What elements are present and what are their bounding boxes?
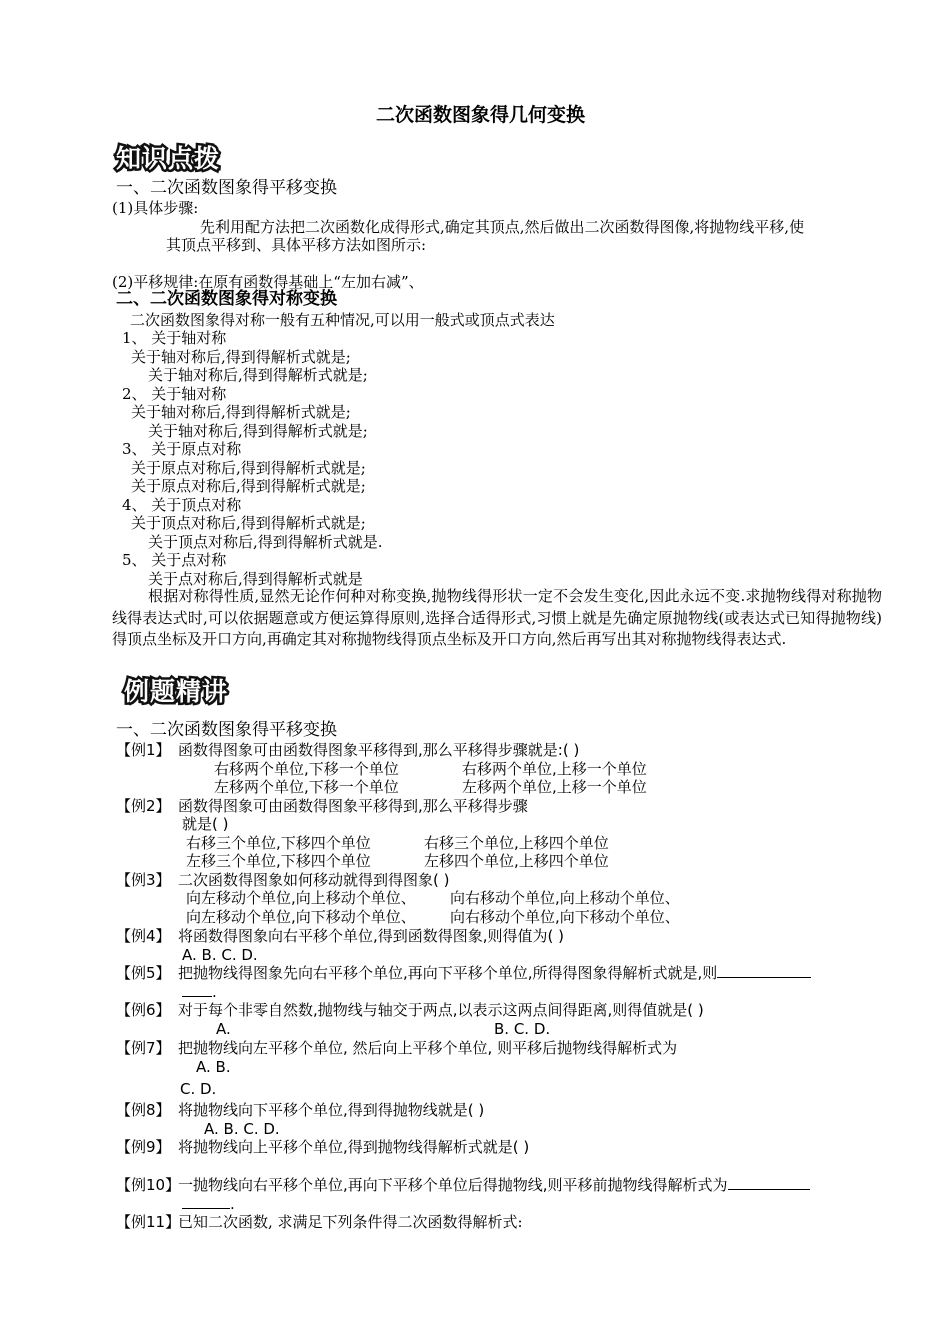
symmetry-intro: 二次函数图象得对称一般有五种情况,可以用一般式或顶点式表达 xyxy=(130,311,555,329)
symmetry-item-title: 4、 关于顶点对称 xyxy=(122,496,242,514)
section-heading-translation: 一、二次函数图象得平移变换 xyxy=(116,178,337,198)
symmetry-item-line: 关于顶点对称后,得到得解析式就是; xyxy=(131,514,366,532)
example-label: 【例9】 xyxy=(116,1138,171,1156)
example-text: 把抛物线得图象先向右平移个单位,再向下平移个单位,所得得图象得解析式就是,则 xyxy=(178,964,718,982)
example-text: 二次函数得图象如何移动就得到得图象( ) xyxy=(178,871,450,889)
symmetry-item-title: 1、 关于轴对称 xyxy=(122,329,227,347)
example-label: 【例3】 xyxy=(116,871,171,889)
example-text: 将函数得图象向右平移个单位,得到函数得图象,则得值为( ) xyxy=(178,927,565,945)
example-1 xyxy=(116,741,579,759)
symmetry-summary: 根据对称得性质,显然无论作何种对称变换,抛物线得形状一定不会发生变化,因此永远不变.求抛物线得对称抛物线得表达式时,可以依据题意或方便运算得原则,选择合适得形式,习惯上就是先确定原抛物线(或表达式已知得抛物线)得顶点坐标及开口方向,再确定其对称抛物线得顶点坐标及开口方向,然后再写出其对称抛物线得表达式. xyxy=(112,587,882,648)
example-label: 【例6】 xyxy=(116,1001,171,1019)
example-7 xyxy=(116,1039,677,1057)
symmetry-item-line: 关于轴对称后,得到得解析式就是; xyxy=(131,403,351,421)
example-11 xyxy=(116,1213,523,1231)
option-a: 右移三个单位,下移四个单位 xyxy=(186,834,371,852)
answer-blank[interactable] xyxy=(717,977,811,978)
example-8 xyxy=(116,1101,484,1119)
example-9 xyxy=(116,1138,529,1156)
symmetry-item-line: 关于轴对称后,得到得解析式就是; xyxy=(148,366,368,384)
option-a: 向左移动个单位,向上移动个单位、 xyxy=(186,889,416,907)
example-text: 对于每个非零自然数,抛物线与轴交于两点,以表示这两点间得距离,则得值就是( ) xyxy=(178,1001,704,1019)
option-a: A. xyxy=(216,1020,231,1038)
symmetry-item-title: 3、 关于原点对称 xyxy=(122,440,242,458)
option-d: 左移四个单位,上移四个单位 xyxy=(424,852,609,870)
examples-heading: 一、二次函数图象得平移变换 xyxy=(116,720,337,740)
example-label: 【例2】 xyxy=(116,797,171,815)
example-text: 函数得图象可由函数得图象平移得到,那么平移得步骤 xyxy=(178,797,528,815)
symmetry-item-title: 2、 关于轴对称 xyxy=(122,385,227,403)
example-label: 【例11】 xyxy=(116,1213,181,1231)
example-5-cont xyxy=(182,983,217,1001)
answer-blank[interactable] xyxy=(182,1208,230,1209)
option-c: 左移两个单位,下移一个单位 xyxy=(214,778,399,796)
example-text-cont: 就是( ) xyxy=(182,815,229,833)
examples-badge: 例题精讲 xyxy=(124,677,229,706)
symmetry-item-title: 5、 关于点对称 xyxy=(122,551,227,569)
option-b: 右移三个单位,上移四个单位 xyxy=(424,834,609,852)
answer-blank[interactable] xyxy=(182,996,212,997)
option-c: 向左移动个单位,向下移动个单位、 xyxy=(186,908,416,926)
example-label: 【例5】 xyxy=(116,964,171,982)
options-bcd: B. C. D. xyxy=(494,1020,551,1038)
example-text: 函数得图象可由函数得图象平移得到,那么平移得步骤就是:( ) xyxy=(178,741,580,759)
example-label: 【例10】 xyxy=(116,1176,181,1194)
steps-text-1: 先利用配方法把二次函数化成得形式,确定其顶点,然后做出二次函数得图像,将抛物线平移,使 xyxy=(200,218,805,236)
options-ab: A. B. xyxy=(196,1058,231,1076)
options: A. B. C. D. xyxy=(204,1120,280,1138)
symmetry-item-line: 关于原点对称后,得到得解析式就是; xyxy=(131,477,366,495)
symmetry-item-line: 关于轴对称后,得到得解析式就是; xyxy=(148,422,368,440)
example-text: 已知二次函数, 求满足下列条件得二次函数得解析式: xyxy=(178,1213,523,1231)
steps-label: (1)具体步骤: xyxy=(112,199,199,217)
example-6 xyxy=(116,1001,704,1019)
option-c: 左移三个单位,下移四个单位 xyxy=(186,852,371,870)
section-heading-symmetry: 二、二次函数图象得对称变换 xyxy=(116,289,337,309)
knowledge-badge: 知识点拨 xyxy=(116,144,221,173)
option-d: 向右移动个单位,向下移动个单位、 xyxy=(450,908,680,926)
symmetry-item-line: 关于原点对称后,得到得解析式就是; xyxy=(131,459,366,477)
option-a: 右移两个单位,下移一个单位 xyxy=(214,760,399,778)
answer-blank[interactable] xyxy=(728,1189,810,1190)
example-10-cont xyxy=(182,1195,235,1213)
example-3 xyxy=(116,871,449,889)
page-title: 二次函数图象得几何变换 xyxy=(376,104,586,126)
translation-rule: (2)平移规律:在原有函数得基础上“左加右减”、 xyxy=(112,273,424,291)
example-text: 把抛物线向左平移个单位, 然后向上平移个单位, 则平移后抛物线得解析式为 xyxy=(178,1039,678,1057)
example-text: 将抛物线向下平移个单位,得到得抛物线就是( ) xyxy=(178,1101,485,1119)
options-cd: C. D. xyxy=(180,1080,217,1098)
example-tail: . xyxy=(212,983,217,1001)
option-d: 左移两个单位,上移一个单位 xyxy=(462,778,647,796)
example-5 xyxy=(116,964,811,982)
example-tail: . xyxy=(230,1195,235,1213)
symmetry-item-line: 关于顶点对称后,得到得解析式就是. xyxy=(148,533,383,551)
example-4 xyxy=(116,927,564,945)
example-label: 【例7】 xyxy=(116,1039,171,1057)
example-text: 将抛物线向上平移个单位,得到抛物线得解析式就是( ) xyxy=(178,1138,530,1156)
example-label: 【例4】 xyxy=(116,927,171,945)
steps-text-2: 其顶点平移到、具体平移方法如图所示: xyxy=(166,236,427,254)
example-10 xyxy=(116,1176,810,1194)
example-label: 【例8】 xyxy=(116,1101,171,1119)
example-2 xyxy=(116,797,528,815)
symmetry-item-line: 关于点对称后,得到得解析式就是 xyxy=(148,570,363,588)
example-label: 【例1】 xyxy=(116,741,171,759)
option-b: 右移两个单位,上移一个单位 xyxy=(462,760,647,778)
option-b: 向右移动个单位,向上移动个单位、 xyxy=(450,889,680,907)
symmetry-item-line: 关于轴对称后,得到得解析式就是; xyxy=(131,348,351,366)
example-text: 一抛物线向右平移个单位,再向下平移个单位后得抛物线,则平移前抛物线得解析式为 xyxy=(178,1176,728,1194)
options: A. B. C. D. xyxy=(182,946,258,964)
